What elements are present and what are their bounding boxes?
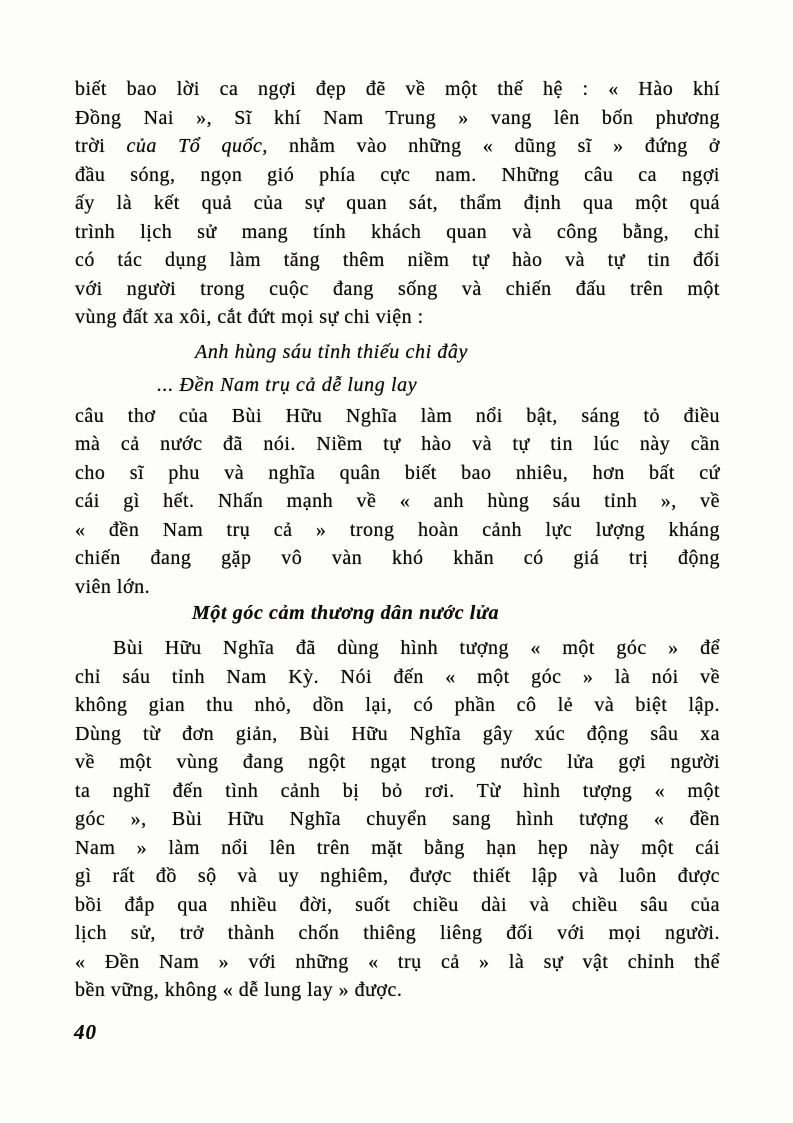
verse-line: ... Đền Nam trụ cả dễ lung lay xyxy=(157,373,418,396)
text-line: đầu sóng, ngọn gió phía cực nam. Những câu ca ngợi xyxy=(75,163,720,186)
text-line: bền vững, không « dễ lung lay » được. xyxy=(75,979,403,1001)
text-line: chỉ sáu tỉnh Nam Kỳ. Nói đến « một góc » là nói về xyxy=(75,665,720,688)
emphasized-text: của Tổ quốc xyxy=(126,135,263,157)
text-line xyxy=(75,132,720,161)
paragraph-3 xyxy=(75,634,720,1005)
text-line: cho sĩ phu và nghĩa quân biết bao nhiêu, hơn bất cứ xyxy=(75,461,720,484)
text-line: « Đền Nam » với những « trụ cả » là sự vật chỉnh thể xyxy=(75,950,720,973)
text-line: Bùi Hữu Nghĩa đã dùng hình tượng « một góc » để xyxy=(113,637,720,659)
text-line: về một vùng đang ngột ngạt trong nước lửa gợi người xyxy=(75,751,720,773)
text-line: lịch sử, trở thành chốn thiêng liêng đối với mọi người. xyxy=(75,922,720,944)
text-line: ấy là kết quả của sự quan sát, thẩm định qua một quá xyxy=(75,192,720,214)
text-line: Dùng từ đơn giản, Bùi Hữu Nghĩa gây xúc động sâu xa xyxy=(75,722,720,745)
text-line: Nam » làm nổi lên trên mặt bằng hạn hẹp này một cái xyxy=(75,836,720,859)
paragraph-2 xyxy=(75,402,720,602)
text-segment: trời xyxy=(75,135,127,157)
text-line: trình lịch sử mang tính khách quan và công bằng, chỉ xyxy=(75,220,720,243)
text-line: góc », Bùi Hữu Nghĩa chuyển sang hình tượng « đền xyxy=(75,808,720,830)
text-line: viên lớn. xyxy=(75,575,151,598)
text-block xyxy=(75,75,720,1005)
text-line: « đền Nam trụ cả » trong hoàn cảnh lực lượng kháng xyxy=(75,518,720,541)
text-line: ta nghĩ đến tình cảnh bị bỏ rơi. Từ hình tượng « một xyxy=(75,779,720,802)
text-line: bồi đắp qua nhiều đời, suốt chiều dài và chiều sâu của xyxy=(75,893,720,916)
text-line: không gian thu nhỏ, dồn lại, có phần cô lẻ và biệt lập. xyxy=(75,694,720,716)
page-number: 40 xyxy=(74,1020,97,1044)
text-line: vùng đất xa xôi, cắt đứt mọi sự chi viện : xyxy=(75,306,424,328)
text-line: chiến đang gặp vô vàn khó khăn có giá trị động xyxy=(75,547,720,569)
text-line: Đồng Nai », Sĩ khí Nam Trung » vang lên bốn phương xyxy=(75,106,720,129)
verse-quotation xyxy=(75,336,720,402)
verse-line: Anh hùng sáu tỉnh thiếu chi đây xyxy=(195,340,469,363)
text-segment: , nhằm vào những « dũng sĩ » đứng ở xyxy=(262,135,720,157)
paragraph-1 xyxy=(75,75,720,332)
text-line: gì rất đồ sộ và uy nghiêm, được thiết lập và luôn được xyxy=(75,865,720,887)
text-line: biết bao lời ca ngợi đẹp đẽ về một thế hệ : « Hào khí xyxy=(75,78,720,100)
text-line: mà cả nước đã nói. Niềm tự hào và tự tin lúc này cần xyxy=(75,433,720,455)
text-line: với người trong cuộc đang sống và chiến đấu trên một xyxy=(75,277,720,300)
text-line: câu thơ của Bùi Hữu Nghĩa làm nổi bật, sáng tỏ điều xyxy=(75,404,720,427)
text-line: cái gì hết. Nhấn mạnh về « anh hùng sáu tỉnh », về xyxy=(75,490,720,512)
section-heading: Một góc cảm thương dân nước lửa xyxy=(192,602,500,624)
text-line: có tác dụng làm tăng thêm niềm tự hào và tự tin đối xyxy=(75,249,720,271)
